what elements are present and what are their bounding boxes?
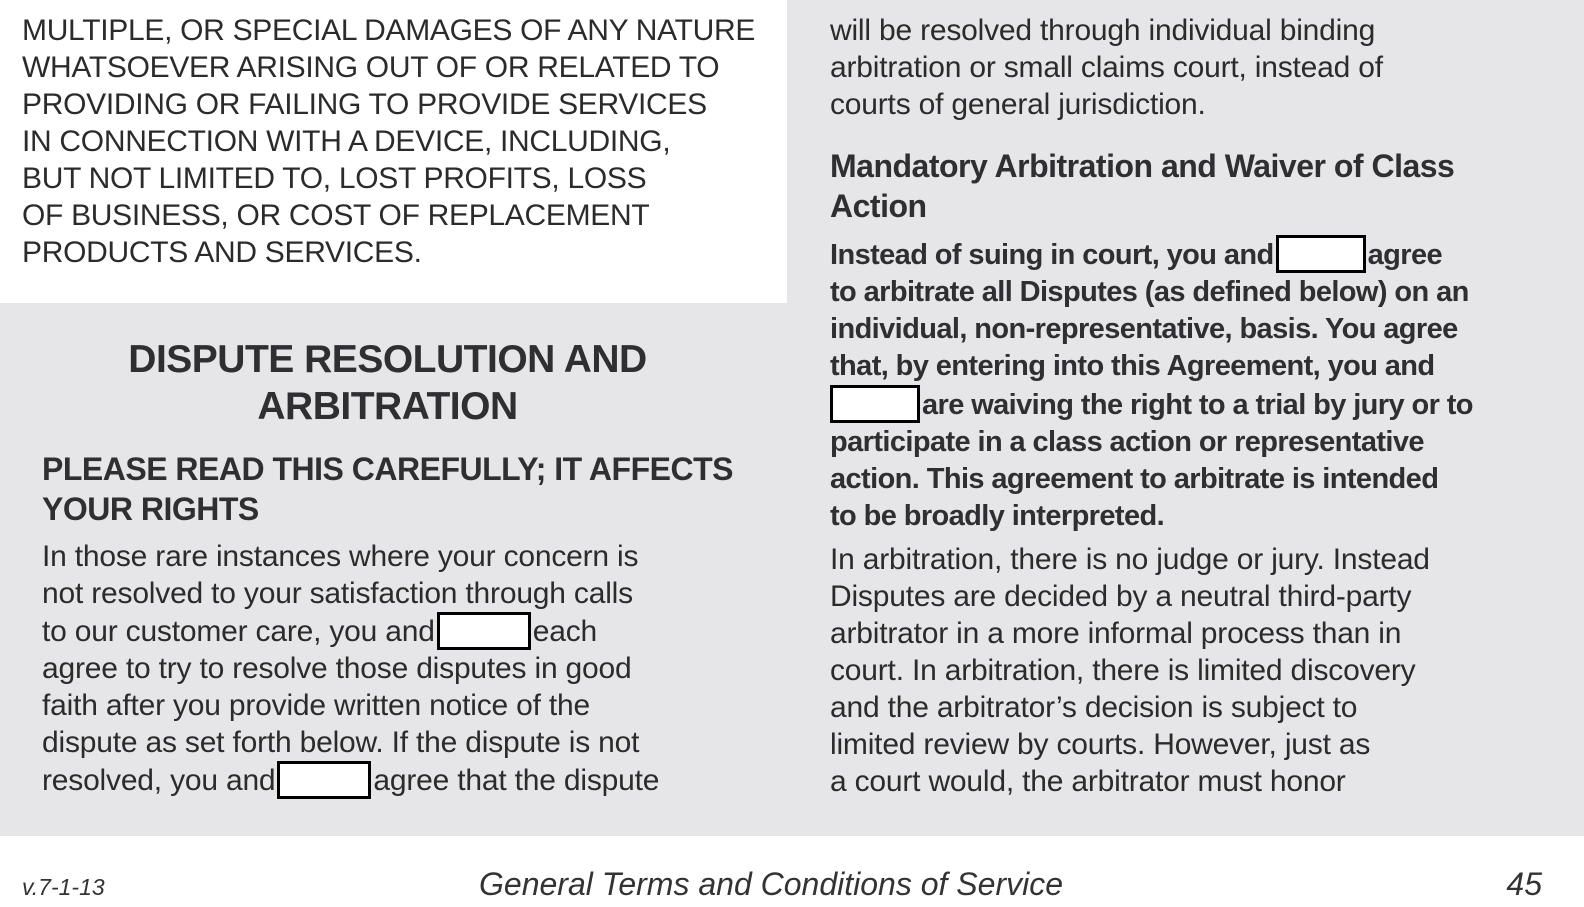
paragraph-fragment: agree <box>1367 239 1443 271</box>
disclaimer-line: BUT NOT LIMITED TO, LOST PROFITS, LOSS <box>22 162 647 195</box>
section-title-line: DISPUTE RESOLUTION AND <box>128 338 647 381</box>
heading-line: Action <box>830 188 927 224</box>
paragraph-line: arbitration or small claims court, instead of <box>830 51 1383 84</box>
paragraph-line: faith after you provide written notice of the <box>42 689 590 722</box>
section-title-line: ARBITRATION <box>257 385 518 428</box>
dispute-paragraph <box>42 538 762 799</box>
paragraph-line: action. This agreement to arbitrate is intended <box>830 463 1439 495</box>
paragraph-line: that, by entering into this Agreement, you and <box>830 350 1435 382</box>
paragraph-line <box>830 385 1550 424</box>
paragraph-line: agree to try to resolve those disputes in good <box>42 652 632 685</box>
disclaimer-line: IN CONNECTION WITH A DEVICE, INCLUDING, <box>22 125 671 158</box>
paragraph-line: courts of general jurisdiction. <box>830 88 1206 121</box>
paragraph-line: a court would, the arbitrator must honor <box>830 765 1346 798</box>
section-subheading <box>42 449 762 529</box>
damages-disclaimer-block <box>0 0 787 303</box>
paragraph-line: court. In arbitration, there is limited discovery <box>830 654 1416 687</box>
arbitration-continuation-paragraph <box>830 12 1550 123</box>
disclaimer-line: PROVIDING OR FAILING TO PROVIDE SERVICES <box>22 88 707 121</box>
paragraph-line: to arbitrate all Disputes (as defined below) on an <box>830 276 1469 308</box>
version-label: v.7-1-13 <box>22 874 105 900</box>
paragraph-line: In those rare instances where your concern is <box>42 540 639 573</box>
paragraph-line <box>830 235 1550 274</box>
paragraph-line: limited review by courts. However, just as <box>830 728 1371 761</box>
paragraph-line: In arbitration, there is no judge or jury. Instead <box>830 543 1430 576</box>
paragraph-fragment: Instead of suing in court, you and <box>830 239 1274 271</box>
paragraph-line: to be broadly interpreted. <box>830 500 1165 532</box>
paragraph-line <box>42 761 762 799</box>
disclaimer-line: PRODUCTS AND SERVICES. <box>22 236 422 269</box>
damages-disclaimer-text <box>22 12 772 271</box>
redaction-box <box>1276 235 1366 273</box>
mandatory-arbitration-heading <box>830 146 1550 226</box>
paragraph-line: Disputes are decided by a neutral third-party <box>830 580 1412 613</box>
subheading-line: PLEASE READ THIS CAREFULLY; IT AFFECTS <box>42 451 733 487</box>
disclaimer-line: OF BUSINESS, OR COST OF REPLACEMENT <box>22 199 650 232</box>
redaction-box <box>830 385 920 423</box>
page-number: 45 <box>1506 866 1542 902</box>
paragraph-line: and the arbitrator’s decision is subject to <box>830 691 1358 724</box>
paragraph-fragment: resolved, you and <box>42 764 276 797</box>
redaction-box <box>277 761 371 799</box>
class-action-waiver-paragraph <box>830 235 1550 535</box>
footer-title: General Terms and Conditions of Service <box>479 866 1063 902</box>
paragraph-line: participate in a class action or representative <box>830 426 1424 458</box>
paragraph-line: individual, non-representative, basis. You agree <box>830 313 1458 345</box>
paragraph-fragment: each <box>532 615 598 648</box>
paragraph-fragment: to our customer care, you and <box>42 615 435 648</box>
paragraph-fragment: are waiving the right to a trial by jury or to <box>922 389 1473 421</box>
paragraph-line: arbitrator in a more informal process than in <box>830 617 1402 650</box>
paragraph-line: dispute as set forth below. If the dispute is not <box>42 726 640 759</box>
paragraph-line: will be resolved through individual binding <box>830 14 1376 47</box>
disclaimer-line: MULTIPLE, OR SPECIAL DAMAGES OF ANY NATURE <box>22 14 756 47</box>
disclaimer-line: WHATSOEVER ARISING OUT OF OR RELATED TO <box>22 51 720 84</box>
paragraph-line: not resolved to your satisfaction through calls <box>42 577 633 610</box>
subheading-line: YOUR RIGHTS <box>42 491 259 527</box>
redaction-box <box>437 612 531 650</box>
section-title <box>0 336 775 430</box>
paragraph-fragment: agree that the dispute <box>373 764 660 797</box>
paragraph-line <box>42 612 762 650</box>
heading-line: Mandatory Arbitration and Waiver of Class <box>830 148 1455 184</box>
arbitration-explanation-paragraph <box>830 541 1550 800</box>
